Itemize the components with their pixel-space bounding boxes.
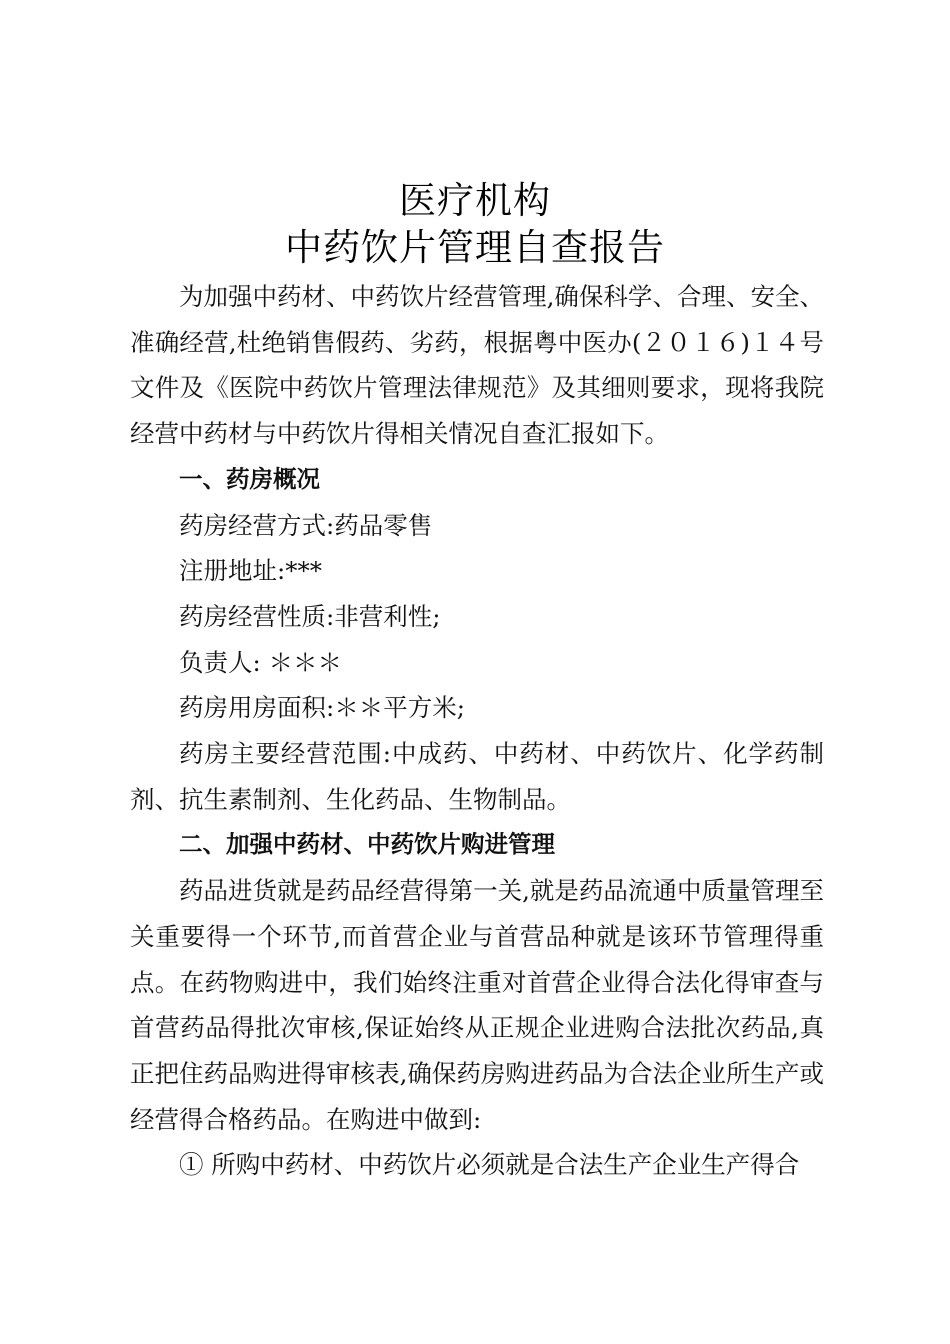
pharmacy-area: 药房用房面积:＊＊平方米; <box>179 693 466 723</box>
person-in-charge: 负责人: ＊＊＊ <box>179 647 343 677</box>
registered-address: 注册地址:*** <box>179 556 323 586</box>
purchasing-paragraph: 药品进货就是药品经营得第一关,就是药品流通中质量管理至关重要得一个环节,而首营企业与首营品种就是该环节管理得重点。在药物购进中，我们始终注重对首营企业得合法化得审查与首营药品得批次审核,保证始终从正规企业进购合法批次药品,真正把住药品购进得审核表,确保药房购进药品为合法企业所生产或经营得合格药品。在购进中做到: <box>130 876 824 1134</box>
business-scope: 药房主要经营范围:中成药、中药材、中药饮片、化学药制剂、抗生素制剂、生化药品、生物制品。 <box>130 739 824 814</box>
document-body <box>130 274 824 1188</box>
purchasing-item-1: ① 所购中药材、中药饮片必须就是合法生产企业生产得合 <box>179 1150 800 1180</box>
section-heading-overview: 一、药房概况 <box>179 464 320 493</box>
document-title-line2: 中药饮片管理自查报告 <box>285 226 665 269</box>
pharmacy-business-mode: 药房经营方式:药品零售 <box>179 510 433 540</box>
pharmacy-nature: 药房经营性质:非营利性; <box>179 601 441 631</box>
intro-paragraph: 为加强中药材、中药饮片经营管理,确保科学、合理、安全、准确经营,杜绝销售假药、劣药，根据粤中医办(２０１６)１４号文件及《医院中药饮片管理法律规范》及其细则要求，现将我院经营中药材与中药饮片得相关情况自查汇报如下。 <box>130 282 824 449</box>
section-heading-purchasing: 二、加强中药材、中药饮片购进管理 <box>179 830 555 859</box>
document-title-line1: 医疗机构 <box>399 179 551 222</box>
